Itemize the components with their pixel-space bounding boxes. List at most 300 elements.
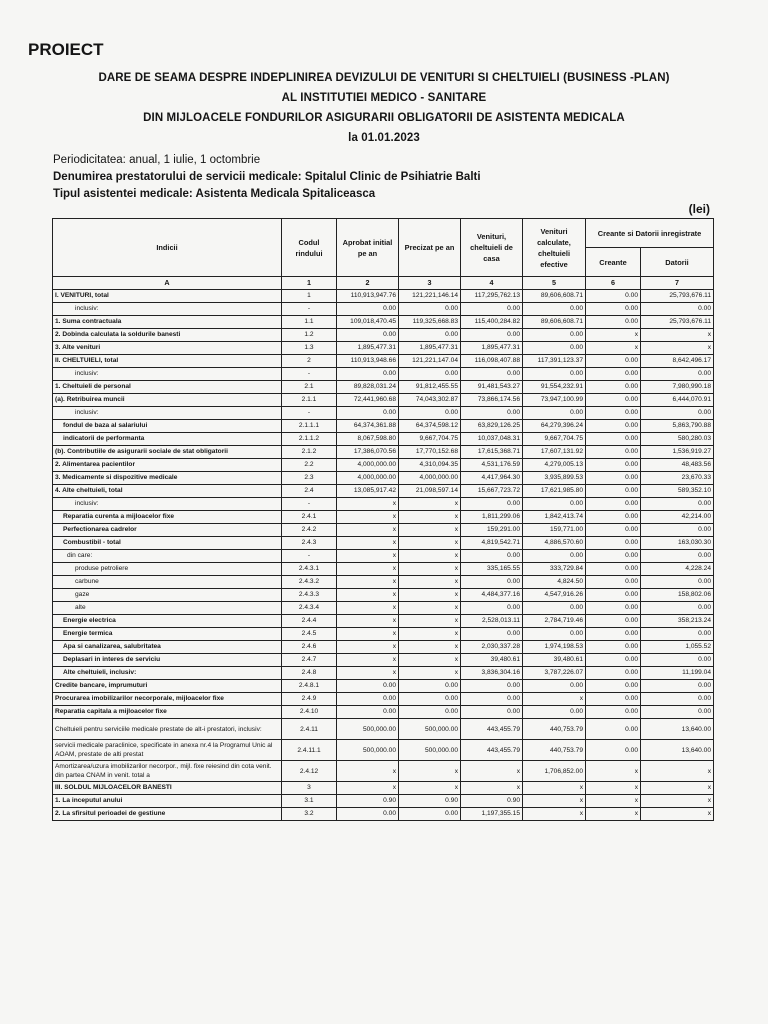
- column-numbering-row: [53, 277, 714, 290]
- approved-value: 89,828,031.24: [337, 381, 399, 394]
- approved-value: x: [337, 524, 399, 537]
- table-row: [53, 706, 714, 719]
- calculated-value: 0.00: [523, 628, 586, 641]
- revenue-value: 3,836,304.16: [461, 667, 523, 680]
- row-code: 2.4.7: [282, 654, 337, 667]
- table-row: [53, 407, 714, 420]
- calculated-value: x: [523, 795, 586, 808]
- row-code: 2.4.3.4: [282, 602, 337, 615]
- calculated-value: 2,784,719.46: [523, 615, 586, 628]
- debts-value: 48,483.56: [641, 459, 714, 472]
- debts-value: 158,802.06: [641, 589, 714, 602]
- claims-value: 0.00: [586, 693, 641, 706]
- calculated-value: 9,667,704.75: [523, 433, 586, 446]
- revenue-value: x: [461, 761, 523, 782]
- header-indicator: Indicii: [53, 219, 282, 277]
- row-indicator: produse petroliere: [53, 563, 282, 576]
- table-row: [53, 368, 714, 381]
- table-row: [53, 641, 714, 654]
- debts-value: 163,030.30: [641, 537, 714, 550]
- claims-value: 0.00: [586, 654, 641, 667]
- row-code: -: [282, 407, 337, 420]
- debts-value: 0.00: [641, 654, 714, 667]
- claims-value: 0.00: [586, 290, 641, 303]
- row-code: 2.4.3.1: [282, 563, 337, 576]
- debts-value: 0.00: [641, 706, 714, 719]
- row-code: 2.4.3.2: [282, 576, 337, 589]
- approved-value: x: [337, 761, 399, 782]
- calculated-value: 39,480.61: [523, 654, 586, 667]
- specified-value: 119,325,668.83: [399, 316, 461, 329]
- approved-value: x: [337, 589, 399, 602]
- row-indicator: 2. Dobinda calculata la soldurile banesti: [53, 329, 282, 342]
- specified-value: 0.00: [399, 808, 461, 821]
- debts-value: 5,863,790.88: [641, 420, 714, 433]
- calculated-value: 0.00: [523, 342, 586, 355]
- revenue-value: 0.00: [461, 368, 523, 381]
- claims-value: 0.00: [586, 303, 641, 316]
- calculated-value: x: [523, 782, 586, 795]
- calculated-value: 4,886,570.60: [523, 537, 586, 550]
- row-code: 2.4.10: [282, 706, 337, 719]
- revenue-value: 1,811,299.06: [461, 511, 523, 524]
- claims-value: 0.00: [586, 407, 641, 420]
- table-row: [53, 740, 714, 761]
- debts-value: 25,793,676.11: [641, 290, 714, 303]
- revenue-value: 10,037,048.31: [461, 433, 523, 446]
- claims-value: x: [586, 782, 641, 795]
- calculated-value: 1,974,198.53: [523, 641, 586, 654]
- row-code: 2.3: [282, 472, 337, 485]
- row-indicator: 1. Cheltuieli de personal: [53, 381, 282, 394]
- row-indicator: Combustibil - total: [53, 537, 282, 550]
- specified-value: x: [399, 524, 461, 537]
- row-indicator: 1. Suma contractuala: [53, 316, 282, 329]
- calculated-value: 64,279,396.24: [523, 420, 586, 433]
- specified-value: 0.00: [399, 407, 461, 420]
- debts-value: 589,352.10: [641, 485, 714, 498]
- approved-value: 110,913,948.66: [337, 355, 399, 368]
- calculated-value: 159,771.00: [523, 524, 586, 537]
- debts-value: x: [641, 329, 714, 342]
- claims-value: 0.00: [586, 550, 641, 563]
- revenue-value: 443,455.79: [461, 719, 523, 740]
- debts-value: 0.00: [641, 628, 714, 641]
- report-title: DARE DE SEAMA DESPRE INDEPLINIREA DEVIZULUI DE VENITURI SI CHELTUIELI (BUSINESS -PLAN): [98, 72, 670, 84]
- claims-value: 0.00: [586, 589, 641, 602]
- table-row: [53, 446, 714, 459]
- claims-value: 0.00: [586, 563, 641, 576]
- claims-value: 0.00: [586, 472, 641, 485]
- row-indicator: Energie electrica: [53, 615, 282, 628]
- specified-value: x: [399, 667, 461, 680]
- approved-value: x: [337, 537, 399, 550]
- specified-value: 500,000.00: [399, 719, 461, 740]
- claims-value: x: [586, 342, 641, 355]
- specified-value: 0.00: [399, 693, 461, 706]
- specified-value: 17,770,152.68: [399, 446, 461, 459]
- row-indicator: inclusiv:: [53, 407, 282, 420]
- claims-value: 0.00: [586, 368, 641, 381]
- calculated-value: x: [523, 808, 586, 821]
- periodicity: Periodicitatea: anual, 1 iulie, 1 octombrie: [53, 154, 261, 166]
- debts-value: 0.00: [641, 602, 714, 615]
- column-number: 3: [399, 277, 461, 290]
- specified-value: 0.00: [399, 368, 461, 381]
- claims-value: 0.00: [586, 706, 641, 719]
- claims-value: x: [586, 795, 641, 808]
- calculated-value: 0.00: [523, 329, 586, 342]
- table-row: [53, 808, 714, 821]
- table-row: [53, 329, 714, 342]
- specified-value: x: [399, 511, 461, 524]
- debts-value: 42,214.00: [641, 511, 714, 524]
- revenue-value: 91,481,543.27: [461, 381, 523, 394]
- table-row: [53, 667, 714, 680]
- calculated-value: 73,947,100.99: [523, 394, 586, 407]
- row-code: 2.4.9: [282, 693, 337, 706]
- header-specified: Precizat pe an: [399, 219, 461, 277]
- approved-value: x: [337, 498, 399, 511]
- row-indicator: din care:: [53, 550, 282, 563]
- revenue-value: 2,030,337.28: [461, 641, 523, 654]
- debts-value: 358,213.24: [641, 615, 714, 628]
- table-row: [53, 693, 714, 706]
- approved-value: 500,000.00: [337, 719, 399, 740]
- calculated-value: 1,842,413.74: [523, 511, 586, 524]
- specified-value: 0.00: [399, 303, 461, 316]
- row-indicator: Credite bancare, imprumuturi: [53, 680, 282, 693]
- row-indicator: 2. La sfirsitul perioadei de gestiune: [53, 808, 282, 821]
- header-code: Codul rindului: [282, 219, 337, 277]
- calculated-value: 0.00: [523, 368, 586, 381]
- revenue-value: 117,295,762.13: [461, 290, 523, 303]
- claims-value: 0.00: [586, 667, 641, 680]
- debts-value: 0.00: [641, 524, 714, 537]
- specified-value: x: [399, 628, 461, 641]
- debts-value: x: [641, 782, 714, 795]
- approved-value: 4,000,000.00: [337, 459, 399, 472]
- approved-value: 17,386,070.56: [337, 446, 399, 459]
- debts-value: x: [641, 795, 714, 808]
- row-code: 2: [282, 355, 337, 368]
- debts-value: 1,055.52: [641, 641, 714, 654]
- approved-value: 13,085,917.42: [337, 485, 399, 498]
- debts-value: 0.00: [641, 550, 714, 563]
- approved-value: 110,913,947.76: [337, 290, 399, 303]
- row-indicator: alte: [53, 602, 282, 615]
- specified-value: 0.00: [399, 706, 461, 719]
- claims-value: 0.00: [586, 446, 641, 459]
- header-calculated: Venituri calculate, cheltuieli efective: [523, 219, 586, 277]
- row-code: 2.1.1: [282, 394, 337, 407]
- revenue-value: 0.00: [461, 303, 523, 316]
- report-date: la 01.01.2023: [348, 132, 420, 144]
- revenue-value: 4,531,176.59: [461, 459, 523, 472]
- table-row: [53, 615, 714, 628]
- column-number: 6: [586, 277, 641, 290]
- revenue-value: 39,480.61: [461, 654, 523, 667]
- claims-value: x: [586, 761, 641, 782]
- debts-value: 0.00: [641, 368, 714, 381]
- calculated-value: 440,753.79: [523, 719, 586, 740]
- row-code: 2.4.3: [282, 537, 337, 550]
- revenue-value: 1,197,355.15: [461, 808, 523, 821]
- debts-value: 580,280.03: [641, 433, 714, 446]
- approved-value: 0.00: [337, 808, 399, 821]
- claims-value: 0.00: [586, 576, 641, 589]
- approved-value: x: [337, 576, 399, 589]
- specified-value: x: [399, 576, 461, 589]
- row-code: 2.1: [282, 381, 337, 394]
- row-code: 2.4.3.3: [282, 589, 337, 602]
- calculated-value: 4,279,005.13: [523, 459, 586, 472]
- debts-value: 0.00: [641, 576, 714, 589]
- claims-value: 0.00: [586, 537, 641, 550]
- specified-value: x: [399, 641, 461, 654]
- debts-value: 13,640.00: [641, 740, 714, 761]
- claims-value: 0.00: [586, 628, 641, 641]
- debts-value: 8,642,496.17: [641, 355, 714, 368]
- specified-value: 64,374,598.12: [399, 420, 461, 433]
- calculated-value: 0.00: [523, 602, 586, 615]
- claims-value: 0.00: [586, 740, 641, 761]
- header-claims-group: Creante si Datorii inregistrate: [586, 219, 714, 248]
- table-row: [53, 459, 714, 472]
- table-row: [53, 782, 714, 795]
- specified-value: 74,043,302.87: [399, 394, 461, 407]
- approved-value: 0.00: [337, 368, 399, 381]
- claims-value: 0.00: [586, 381, 641, 394]
- debts-value: 7,980,990.18: [641, 381, 714, 394]
- revenue-value: x: [461, 782, 523, 795]
- claims-value: 0.00: [586, 615, 641, 628]
- table-row: [53, 537, 714, 550]
- table-row: [53, 316, 714, 329]
- debts-value: 6,444,070.91: [641, 394, 714, 407]
- specified-value: 121,221,147.04: [399, 355, 461, 368]
- row-code: 2.4: [282, 485, 337, 498]
- approved-value: 0.00: [337, 680, 399, 693]
- table-row: [53, 433, 714, 446]
- specified-value: x: [399, 654, 461, 667]
- claims-value: 0.00: [586, 498, 641, 511]
- calculated-value: 91,554,232.91: [523, 381, 586, 394]
- claims-value: 0.00: [586, 355, 641, 368]
- debts-value: 1,536,919.27: [641, 446, 714, 459]
- row-indicator: inclusiv:: [53, 303, 282, 316]
- debts-value: 0.00: [641, 498, 714, 511]
- specified-value: x: [399, 782, 461, 795]
- calculated-value: 0.00: [523, 303, 586, 316]
- row-indicator: inclusiv:: [53, 368, 282, 381]
- revenue-value: 0.00: [461, 498, 523, 511]
- column-number: A: [53, 277, 282, 290]
- row-indicator: Perfectionarea cadrelor: [53, 524, 282, 537]
- claims-value: 0.00: [586, 641, 641, 654]
- row-code: 2.4.11.1: [282, 740, 337, 761]
- row-indicator: Reparatia curenta a mijloacelor fixe: [53, 511, 282, 524]
- approved-value: 72,441,960.68: [337, 394, 399, 407]
- debts-value: 23,670.33: [641, 472, 714, 485]
- claims-value: 0.00: [586, 680, 641, 693]
- revenue-value: 4,484,377.16: [461, 589, 523, 602]
- approved-value: 8,067,598.80: [337, 433, 399, 446]
- calculated-value: 0.00: [523, 680, 586, 693]
- row-indicator: servicii medicale paraclinice, specificate in anexa nr.4 la Programul Unic al AOAM, prestate de alti prestat: [53, 740, 282, 761]
- revenue-value: 0.00: [461, 329, 523, 342]
- claims-value: 0.00: [586, 719, 641, 740]
- row-indicator: Apa si canalizarea, salubritatea: [53, 641, 282, 654]
- row-code: 3: [282, 782, 337, 795]
- claims-value: 0.00: [586, 316, 641, 329]
- table-row: [53, 680, 714, 693]
- row-code: 2.1.1.1: [282, 420, 337, 433]
- row-code: 2.4.1: [282, 511, 337, 524]
- debts-value: x: [641, 342, 714, 355]
- calculated-value: 4,824.50: [523, 576, 586, 589]
- approved-value: x: [337, 641, 399, 654]
- claims-value: x: [586, 329, 641, 342]
- revenue-value: 1,895,477.31: [461, 342, 523, 355]
- specified-value: 9,667,704.75: [399, 433, 461, 446]
- claims-value: 0.00: [586, 394, 641, 407]
- specified-value: 500,000.00: [399, 740, 461, 761]
- budget-report-table: [52, 218, 714, 821]
- row-indicator: (b). Contributiile de asigurarii sociale de stat obligatorii: [53, 446, 282, 459]
- specified-value: 0.90: [399, 795, 461, 808]
- table-row: [53, 524, 714, 537]
- row-code: 2.1.2: [282, 446, 337, 459]
- specified-value: x: [399, 589, 461, 602]
- claims-value: 0.00: [586, 524, 641, 537]
- specified-value: x: [399, 498, 461, 511]
- specified-value: x: [399, 563, 461, 576]
- specified-value: 0.00: [399, 329, 461, 342]
- approved-value: x: [337, 602, 399, 615]
- revenue-value: 0.00: [461, 706, 523, 719]
- row-code: 2.4.8.1: [282, 680, 337, 693]
- revenue-value: 0.00: [461, 680, 523, 693]
- table-row: [53, 498, 714, 511]
- row-code: 1: [282, 290, 337, 303]
- column-number: 4: [461, 277, 523, 290]
- calculated-value: 89,606,608.71: [523, 290, 586, 303]
- table-row: [53, 563, 714, 576]
- draft-label: PROIECT: [28, 40, 104, 59]
- calculated-value: 89,606,608.71: [523, 316, 586, 329]
- calculated-value: 0.00: [523, 407, 586, 420]
- approved-value: 109,018,470.45: [337, 316, 399, 329]
- row-indicator: 2. Alimentarea pacientilor: [53, 459, 282, 472]
- row-indicator: Amortizarea/uzura imobilizarilor necorpor., mijl. fixe reiesind din cota venit. din partea CNAM in venit. total a: [53, 761, 282, 782]
- debts-value: 0.00: [641, 693, 714, 706]
- revenue-value: 4,417,964.30: [461, 472, 523, 485]
- specified-value: x: [399, 550, 461, 563]
- debts-value: 13,640.00: [641, 719, 714, 740]
- table-row: [53, 654, 714, 667]
- table-row: [53, 761, 714, 782]
- approved-value: 0.00: [337, 303, 399, 316]
- revenue-value: 0.00: [461, 576, 523, 589]
- column-number: 1: [282, 277, 337, 290]
- row-indicator: indicatorii de performanta: [53, 433, 282, 446]
- row-indicator: inclusiv:: [53, 498, 282, 511]
- table-row: [53, 290, 714, 303]
- row-code: 2.4.12: [282, 761, 337, 782]
- revenue-value: 73,866,174.56: [461, 394, 523, 407]
- row-code: 2.4.6: [282, 641, 337, 654]
- calculated-value: 3,787,226.07: [523, 667, 586, 680]
- specified-value: x: [399, 537, 461, 550]
- table-row: [53, 355, 714, 368]
- row-code: 3.1: [282, 795, 337, 808]
- revenue-value: 0.00: [461, 407, 523, 420]
- specified-value: 1,895,477.31: [399, 342, 461, 355]
- calculated-value: 0.00: [523, 706, 586, 719]
- claims-value: 0.00: [586, 511, 641, 524]
- approved-value: x: [337, 628, 399, 641]
- specified-value: 121,221,146.14: [399, 290, 461, 303]
- table-row: [53, 342, 714, 355]
- column-number: 2: [337, 277, 399, 290]
- column-number: 5: [523, 277, 586, 290]
- row-code: 2.4.5: [282, 628, 337, 641]
- row-indicator: gaze: [53, 589, 282, 602]
- calculated-value: 0.00: [523, 550, 586, 563]
- header-revenues: Venituri, cheltuieli de casa: [461, 219, 523, 277]
- row-code: 1.1: [282, 316, 337, 329]
- row-code: -: [282, 498, 337, 511]
- table-body: [53, 290, 714, 821]
- approved-value: x: [337, 563, 399, 576]
- table-row: [53, 472, 714, 485]
- approved-value: 4,000,000.00: [337, 472, 399, 485]
- row-indicator: (a). Retribuirea muncii: [53, 394, 282, 407]
- revenue-value: 159,291.00: [461, 524, 523, 537]
- row-indicator: III. SOLDUL MIJLOACELOR BANESTI: [53, 782, 282, 795]
- row-indicator: Cheltuieli pentru serviciile medicale prestate de alt-i prestatori, inclusiv:: [53, 719, 282, 740]
- row-indicator: 3. Medicamente si dispozitive medicale: [53, 472, 282, 485]
- claims-value: 0.00: [586, 485, 641, 498]
- debts-value: x: [641, 808, 714, 821]
- table-row: [53, 420, 714, 433]
- approved-value: x: [337, 667, 399, 680]
- claims-value: 0.00: [586, 433, 641, 446]
- row-indicator: 1. La inceputul anului: [53, 795, 282, 808]
- revenue-value: 115,400,284.82: [461, 316, 523, 329]
- revenue-value: 0.90: [461, 795, 523, 808]
- table-row: [53, 795, 714, 808]
- claims-value: x: [586, 808, 641, 821]
- column-number: 7: [641, 277, 714, 290]
- approved-value: 0.00: [337, 693, 399, 706]
- debts-value: 0.00: [641, 407, 714, 420]
- calculated-value: 1,706,852.00: [523, 761, 586, 782]
- table-row: [53, 628, 714, 641]
- row-indicator: fondul de baza al salariului: [53, 420, 282, 433]
- row-indicator: Reparatia capitala a mijloacelor fixe: [53, 706, 282, 719]
- specified-value: x: [399, 761, 461, 782]
- claims-value: 0.00: [586, 459, 641, 472]
- approved-value: x: [337, 782, 399, 795]
- revenue-value: 443,455.79: [461, 740, 523, 761]
- approved-value: 0.00: [337, 706, 399, 719]
- row-code: 2.1.1.2: [282, 433, 337, 446]
- debts-value: 11,199.04: [641, 667, 714, 680]
- header-debts: Datorii: [641, 248, 714, 277]
- claims-value: 0.00: [586, 420, 641, 433]
